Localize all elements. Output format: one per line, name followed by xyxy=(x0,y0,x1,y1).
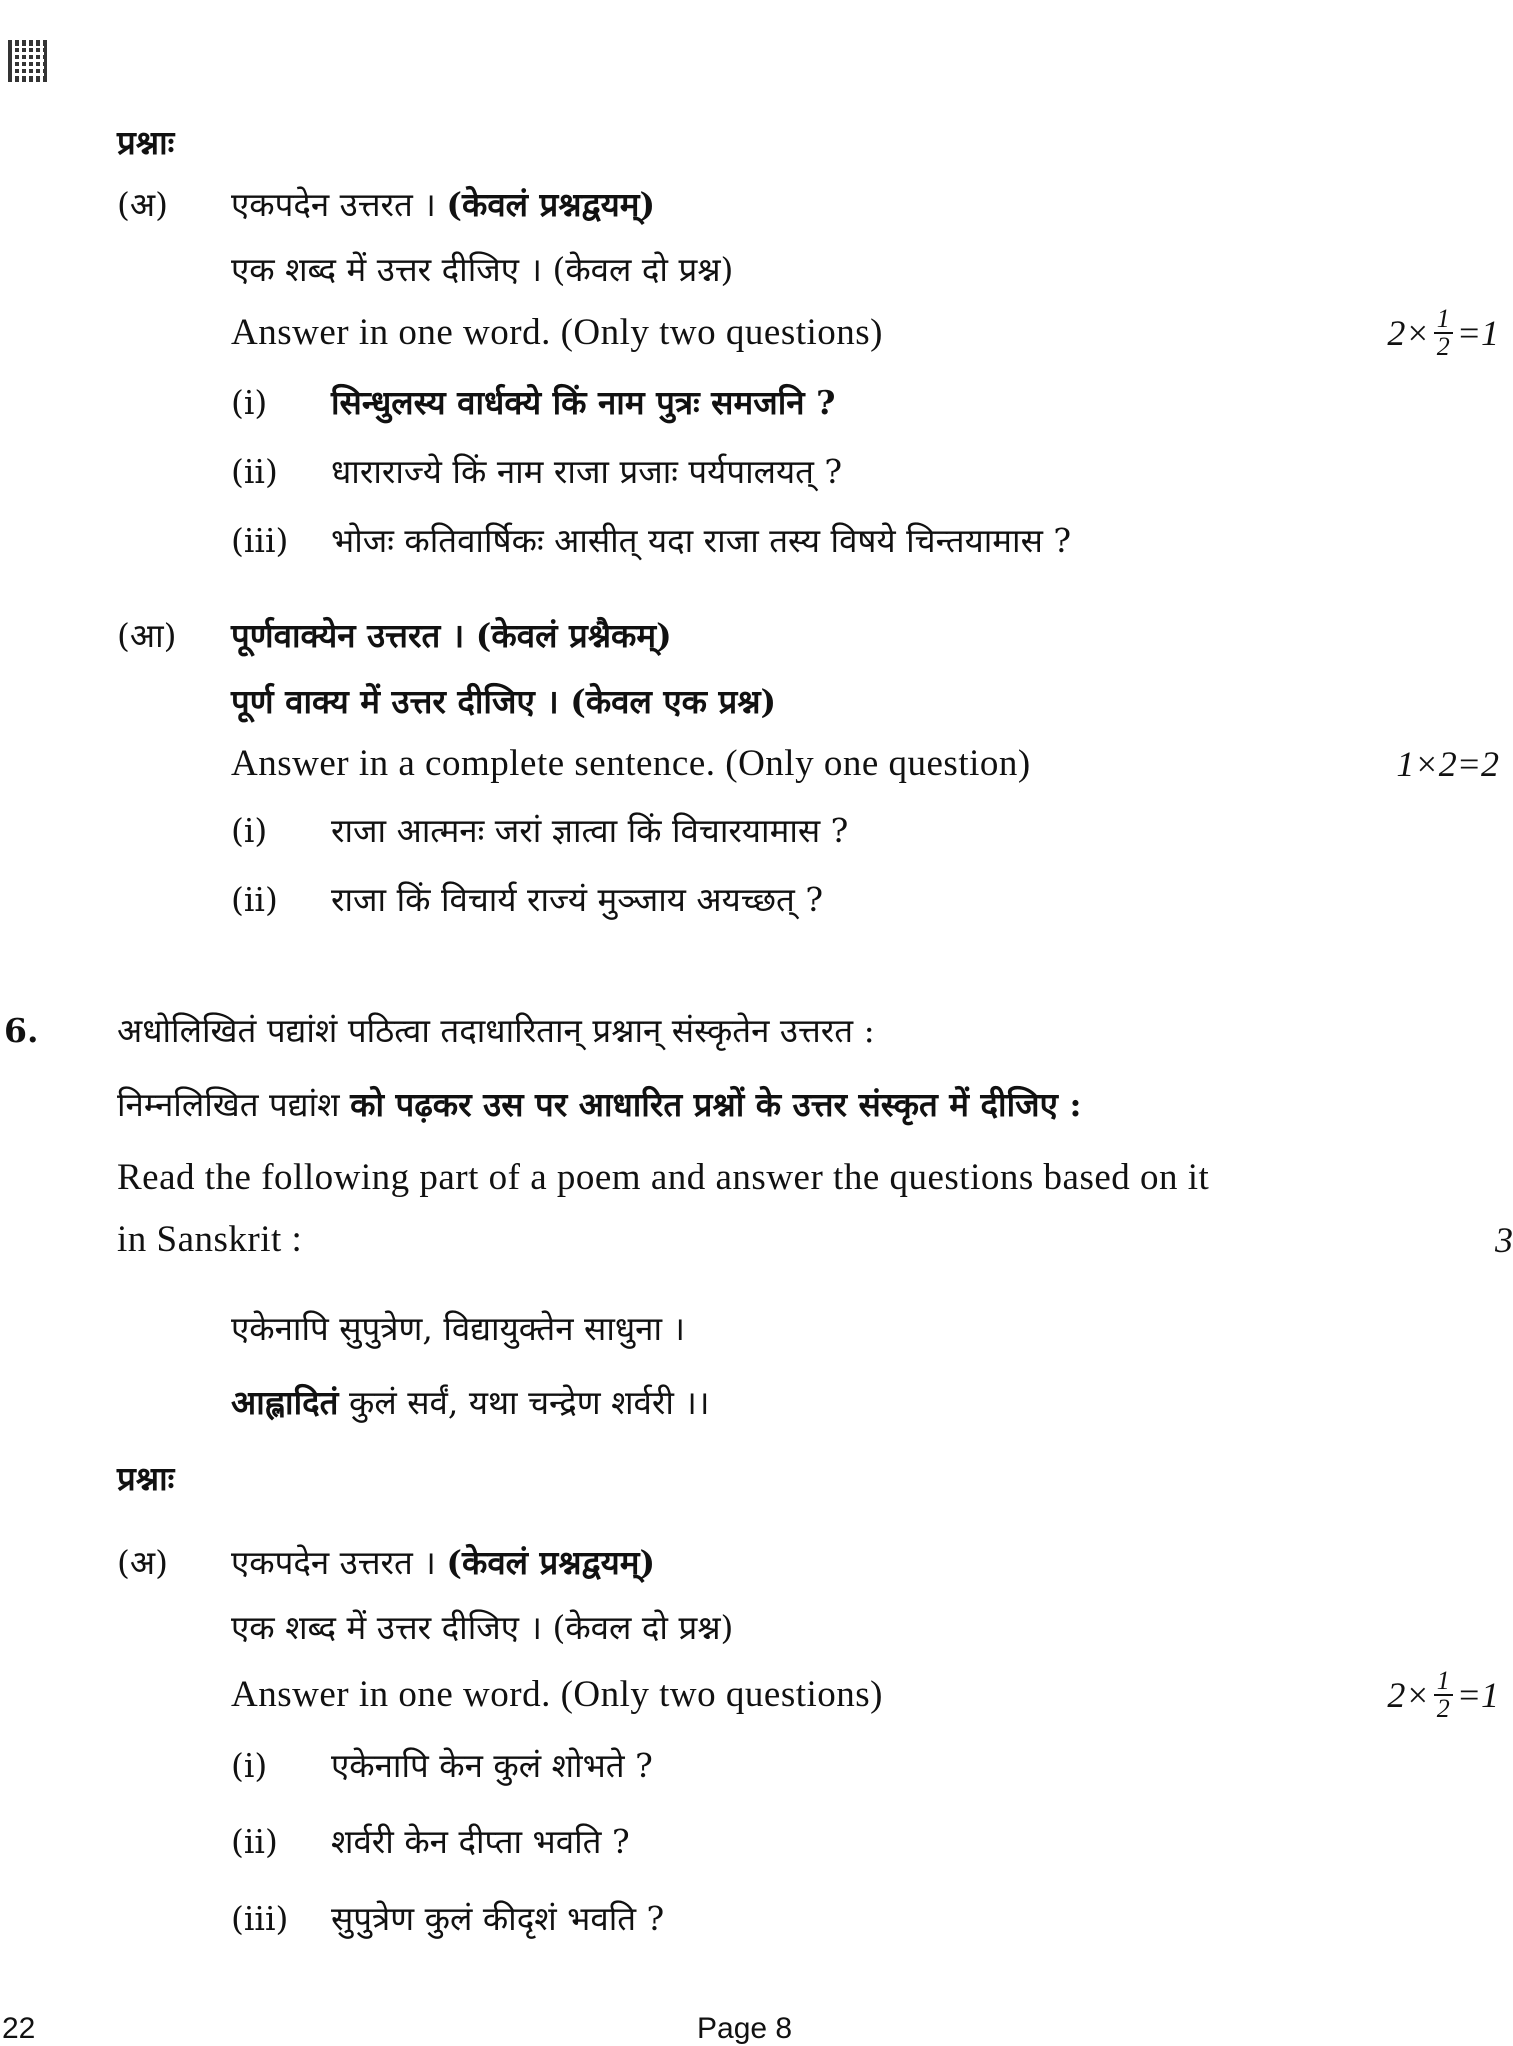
num: 1 xyxy=(1434,306,1453,334)
m: =1 xyxy=(1456,1675,1499,1715)
item-number: (i) xyxy=(231,383,268,422)
text: निम्नलिखित पद्यांश xyxy=(117,1085,340,1124)
question-item: राजा आत्मनः जरां ज्ञात्वा किं विचारयामास ? xyxy=(331,811,849,850)
text: एकपदेन उत्तरत । xyxy=(231,185,436,224)
text-bold: (केवलं प्रश्नद्वयम्) xyxy=(446,185,656,224)
question-item: भोजः कतिवार्षिकः आसीत् यदा राजा तस्य विषये चिन्तयामास ? xyxy=(331,521,1072,560)
question-item: शर्वरी केन दीप्ता भवति ? xyxy=(331,1822,630,1861)
instruction-sanskrit: पूर्णवाक्येन उत्तरत । (केवलं प्रश्नैकम्) xyxy=(231,616,672,655)
marks: 1×2=2 xyxy=(1396,744,1499,784)
instruction-english: Answer in one word. (Only two questions) xyxy=(231,1674,883,1715)
den: 2 xyxy=(1436,1694,1450,1723)
verse-line xyxy=(231,1380,709,1426)
instruction-hindi: एक शब्द में उत्तर दीजिए । (केवल दो प्रश्न) xyxy=(231,1608,734,1647)
m: 2× xyxy=(1387,1675,1430,1715)
instruction-sanskrit xyxy=(231,182,655,228)
item-number: (i) xyxy=(231,1746,268,1785)
instruction-sanskrit: अधोलिखितं पद्यांशं पठित्वा तदाधारितान् प्रश्नान् संस्कृतेन उत्तरत : xyxy=(117,1011,875,1050)
instruction-english: Answer in one word. (Only two questions) xyxy=(231,312,883,353)
item-number: (i) xyxy=(231,811,268,850)
footer-page: Page 8 xyxy=(697,2012,793,2045)
instruction-english: in Sanskrit : xyxy=(117,1219,303,1260)
item-number: (ii) xyxy=(231,880,278,919)
text: कुलं सर्वं, यथा चन्द्रेण शर्वरी ।। xyxy=(348,1383,710,1422)
item-number: (iii) xyxy=(231,1899,289,1938)
questions-heading: प्रश्नाः xyxy=(117,123,175,162)
instruction-hindi: एक शब्द में उत्तर दीजिए । (केवल दो प्रश्न) xyxy=(231,250,734,289)
text-bold: को पढ़कर उस पर आधारित प्रश्नों के उत्तर संस्कृत में दीजिए : xyxy=(350,1085,1082,1124)
question-item: सुपुत्रेण कुलं कीदृशं भवति ? xyxy=(331,1899,665,1938)
item-number: (ii) xyxy=(231,1822,278,1861)
section-label: (अ) xyxy=(117,1543,168,1582)
section-label: (अ) xyxy=(117,185,168,224)
item-number: (iii) xyxy=(231,521,289,560)
question-item: धाराराज्ये किं नाम राजा प्रजाः पर्यपालयत् ? xyxy=(331,452,843,491)
section-label: (आ) xyxy=(117,616,177,655)
text-bold: आह्लादितं xyxy=(231,1383,339,1422)
item-number: (ii) xyxy=(231,452,278,491)
instruction-english: Answer in a complete sentence. (Only one question) xyxy=(231,743,1031,784)
m: 2× xyxy=(1387,313,1430,353)
question-number: 6. xyxy=(4,1011,39,1050)
instruction-hindi xyxy=(117,1082,1082,1128)
m: =1 xyxy=(1456,313,1499,353)
num: 1 xyxy=(1434,1668,1453,1696)
verse-line: एकेनापि सुपुत्रेण, विद्यायुक्तेन साधुना । xyxy=(231,1309,686,1348)
den: 2 xyxy=(1436,332,1450,361)
instruction-sanskrit xyxy=(231,1540,655,1586)
marks: 3 xyxy=(1495,1220,1513,1260)
marks xyxy=(1387,306,1499,360)
marks xyxy=(1387,1668,1499,1722)
instruction-hindi: पूर्ण वाक्य में उत्तर दीजिए । (केवल एक प्रश्न) xyxy=(231,682,777,721)
text-bold: (केवलं प्रश्नद्वयम्) xyxy=(446,1543,656,1582)
footer-code: 22 xyxy=(2,2012,36,2045)
fraction xyxy=(1434,306,1453,360)
questions-heading: प्रश्नाः xyxy=(117,1459,175,1498)
fraction xyxy=(1434,1668,1453,1722)
question-item: सिन्धुलस्य वार्धक्ये किं नाम पुत्रः समजनि ? xyxy=(331,383,836,422)
qr-code xyxy=(8,40,50,82)
instruction-english: Read the following part of a poem and answer the questions based on it xyxy=(117,1157,1210,1198)
text: एकपदेन उत्तरत । xyxy=(231,1543,436,1582)
question-item: राजा किं विचार्य राज्यं मुञ्जाय अयच्छत् ? xyxy=(331,880,824,919)
question-item: एकेनापि केन कुलं शोभते ? xyxy=(331,1746,653,1785)
